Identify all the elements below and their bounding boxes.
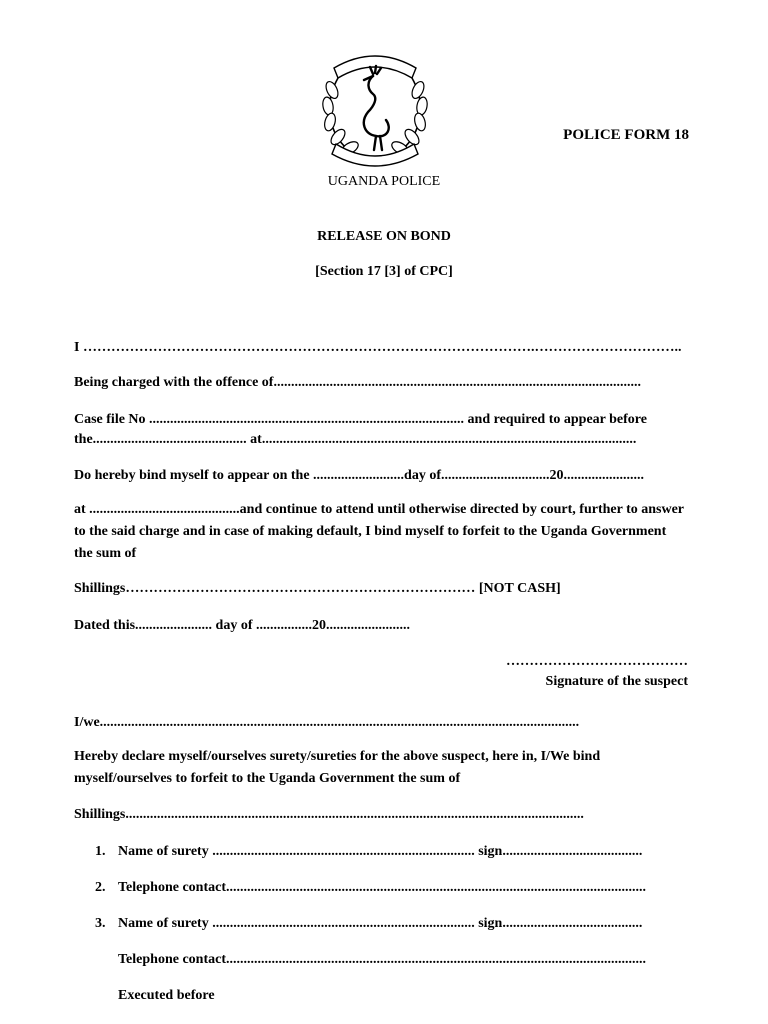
list-number: 1. [95, 844, 106, 859]
list-text: Name of surety ........................................................................... sign........................................ [118, 916, 643, 931]
surety-item-3 [95, 913, 688, 934]
form-subtitle: [Section 17 [3] of CPC] [315, 264, 453, 279]
signature-dots: ………………………………… [506, 654, 688, 669]
bind-date-line: Do hereby bind myself to appear on the ..........................day of...............................20....................... [74, 468, 645, 483]
form-number: POLICE FORM 18 [563, 127, 689, 143]
name-line: I …………………………………………………………………………………….………………………….. [74, 340, 682, 355]
executed-before-line: Executed before [118, 988, 215, 1003]
signature-label: Signature of the suspect [545, 674, 688, 689]
surety-item-1 [95, 841, 688, 862]
list-text: Telephone contact........................................................................................................................ [118, 880, 646, 895]
uganda-police-crest-logo [318, 48, 432, 170]
form-title: RELEASE ON BOND [317, 229, 451, 244]
list-number: 2. [95, 880, 106, 895]
iwe-line: I/we......................................................................................................................................... [74, 715, 580, 730]
appear-before-line: the............................................ at........................................................................................................... [74, 432, 637, 447]
default-clause-paragraph: at ...........................................and continue to attend until otherwise directed by court, further to answer to the said charge and in case of making default, I bind myself to forfeit to the Uganda Government the sum of [74, 502, 684, 561]
organization-name: UGANDA POLICE [327, 174, 441, 189]
surety-declaration-paragraph: Hereby declare myself/ourselves surety/sureties for the above suspect, here in, I/We bind myself/ourselves to forfeit to the Uganda Government the sum of [74, 749, 601, 786]
telephone-contact-line: Telephone contact........................................................................................................................ [118, 952, 646, 967]
dated-line: Dated this...................... day of ................20........................ [74, 618, 411, 633]
shillings-not-cash-line: Shillings………………………………………………………………… [NOT CASH] [74, 581, 561, 596]
shillings-line: Shillings................................................................................................................................... [74, 807, 584, 822]
surety-item-2 [95, 877, 688, 898]
offence-line: Being charged with the offence of......................................................................................................... [74, 375, 641, 390]
case-file-line: Case file No .......................................................................................... and required to appear before [74, 412, 647, 427]
list-text: Name of surety ........................................................................... sign........................................ [118, 844, 643, 859]
list-number: 3. [95, 916, 106, 931]
